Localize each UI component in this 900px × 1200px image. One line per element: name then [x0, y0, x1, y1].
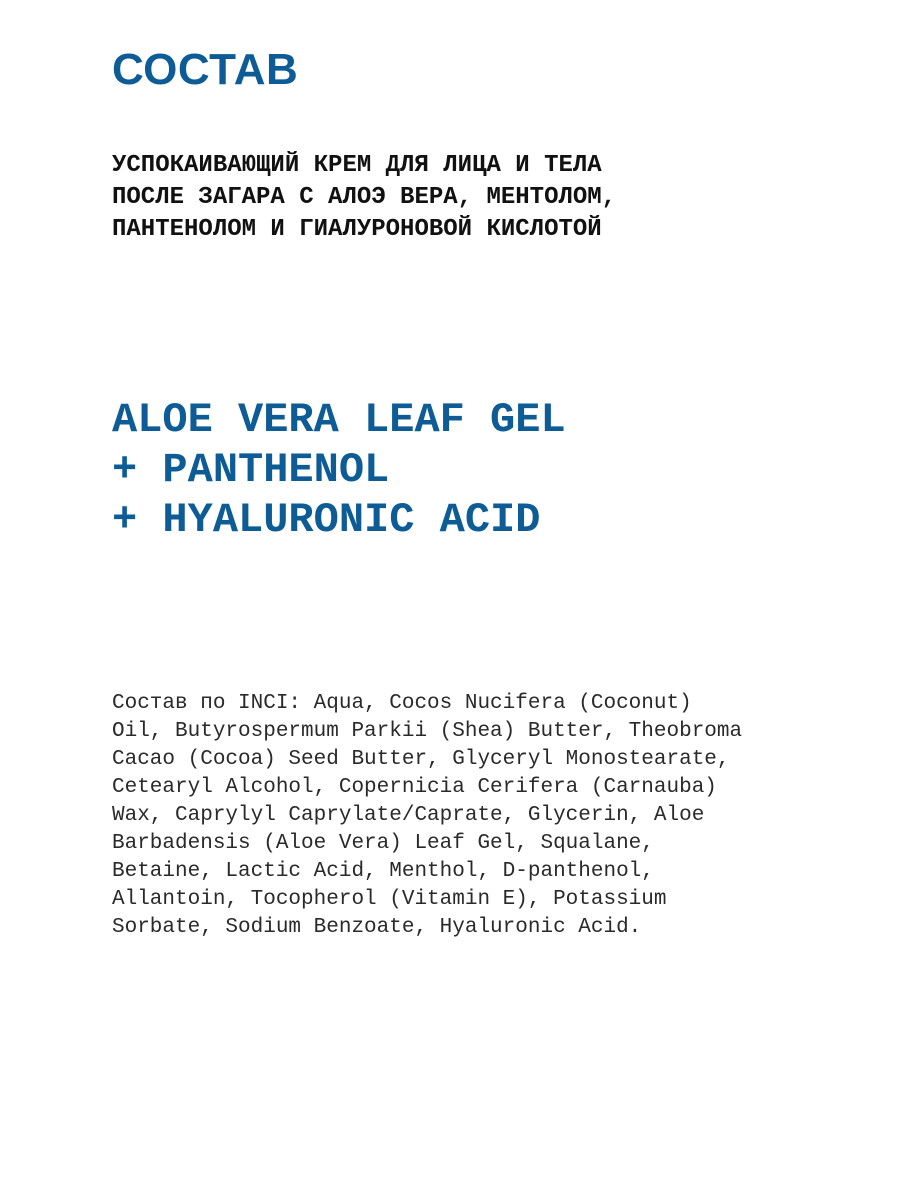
inci-line: Oil, Butyrospermum Parkii (Shea) Butter, Theobroma	[112, 720, 743, 743]
product-description-line: ПАНТЕНОЛОМ И ГИАЛУРОНОВОЙ КИСЛОТОЙ	[112, 216, 602, 243]
inci-line: Barbadensis (Aloe Vera) Leaf Gel, Squalane,	[112, 832, 654, 855]
key-ingredients	[112, 395, 566, 545]
key-ingredient-line: ALOE VERA LEAF GEL	[112, 396, 566, 444]
key-ingredient-line: + PANTHENOL	[112, 446, 390, 494]
inci-line: Cacao (Cocoa) Seed Butter, Glyceryl Monostearate,	[112, 748, 730, 771]
product-description-line: ПОСЛЕ ЗАГАРА С АЛОЭ ВЕРА, МЕНТОЛОМ,	[112, 184, 617, 211]
inci-line: Cetearyl Alcohol, Copernicia Cerifera (Carnauba)	[112, 776, 717, 799]
product-description-line: УСПОКАИВАЮЩИЙ КРЕМ ДЛЯ ЛИЦА И ТЕЛА	[112, 152, 602, 179]
inci-line: Wax, Caprylyl Caprylate/Caprate, Glycerin, Aloe	[112, 804, 705, 827]
inci-line: Allantoin, Tocopherol (Vitamin E), Potassium	[112, 888, 667, 911]
product-description	[112, 150, 616, 246]
page-title: СОСТАВ	[112, 45, 299, 94]
inci-line: Sorbate, Sodium Benzoate, Hyaluronic Acid.	[112, 916, 642, 939]
inci-line: Состав по INCI: Aqua, Cocos Nucifera (Coconut)	[112, 692, 692, 715]
inci-line: Betaine, Lactic Acid, Menthol, D-panthenol,	[112, 860, 654, 883]
key-ingredient-line: + HYALURONIC ACID	[112, 496, 541, 544]
inci-ingredient-list	[112, 690, 802, 942]
